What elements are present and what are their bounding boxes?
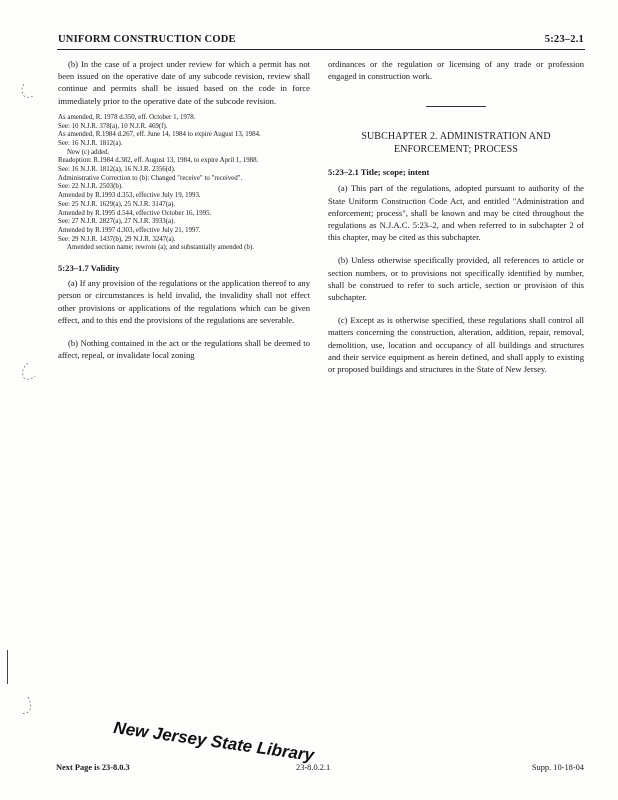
left-column [58,58,310,361]
footer-next-page: Next Page is 23-8.0.3 [56,763,130,772]
history-line: As amended, R. 1978 d.350, eff. October 1, 1978. [58,113,196,121]
history-line: See: 27 N.J.R. 2827(a), 27 N.J.R. 3933(a). [58,218,176,226]
history-line: As amended, R.1984 d.267, eff. June 14, 1984 to expire August 13, 1984. [58,131,261,139]
history-line: New (c) added. [67,148,110,156]
footer-supplement: Supp. 10-18-04 [531,763,584,772]
paragraph-scope-c: (c) Except as is otherwise specified, these regulations shall control all matters concerning the construction, alteration, addition, repair, removal, demolition, use, location and occupancy of all buildings and structures and their service equipment as herein defined, and shall apply to existing or proposed buildings and structures in the State of New Jersey. [328,315,584,375]
paragraph-scope-a: (a) This part of the regulations, adopted pursuant to authority of the State Uniform Construction Code Act, and entitled "Administration and enforcement; process", shall be known and may be cited throughout the regulations as N.J.A.C. 5:23–2, and when referred to in subchapter 2 of this chapter, may be cited as this subchapter. [328,183,584,243]
history-line: Amended section name; rewrote (a); and substantially amended (b). [67,244,254,252]
binder-hole-mark [18,362,38,382]
running-header-section: 5:23–2.1 [544,34,584,45]
section-heading-title-scope: 5:23–2.1 Title; scope; intent [328,167,430,178]
footer-page-number: 23-8.0.2.1 [296,763,331,772]
history-line: Amended by R.1997 d.303, effective July 21, 1997. [58,226,201,234]
subchapter-title-line-1: SUBCHAPTER 2. ADMINISTRATION AND [361,131,551,143]
history-line: See: 22 N.J.R. 2503(b). [58,183,123,191]
binder-hole-mark [18,80,38,100]
history-line: See: 16 N.J.R. 1812(a), 16 N.J.R. 2356(d). [58,166,176,174]
paragraph-continuation: ordinances or the regulation or licensing of any trade or profession engaged in construction work. [328,59,584,82]
library-stamp: New Jersey State Library [112,718,316,765]
scan-edge-mark [7,650,9,684]
history-line: See: 29 N.J.R. 1437(b), 29 N.J.R. 3247(a). [58,235,176,243]
paragraph-validity-a: (a) If any provision of the regulations or the application thereof to any person or circumstances is held invalid, the invalidity shall not effect other provisions or applications of the regulations which can be given effect, and to this end the provisions of the regulations are severable. [58,278,310,325]
history-line: Amended by R.1995 d.544, effective October 16, 1995. [58,209,212,217]
history-line: See: 25 N.J.R. 1629(a), 25 N.J.R. 3147(a). [58,200,176,208]
header-rule [57,49,585,50]
paragraph-scope-b: (b) Unless otherwise specifically provided, all references to article or section numbers, or to provisions not specifically identified by number, shall be construed to refer to such article, section or provision of this subchapter. [328,255,584,303]
binder-hole-mark [18,696,38,716]
section-heading-validity: 5:23–1.7 Validity [58,263,120,274]
paragraph-b-operative-date: (b) In the case of a project under review for which a permit has not been issued on the operative date of any subcode revision, review shall continue and permits shall be issued based on the code in force immediately prior to the operative date of the subcode revision. [58,59,310,106]
history-line: Amended by R.1993 d.353, effective July 19, 1993. [58,192,201,200]
history-line: See: 16 N.J.R. 1812(a). [58,139,123,147]
history-line: Administrative Correction to (b): Changed "receive" to "received". [58,174,243,182]
running-header-title: UNIFORM CONSTRUCTION CODE [58,34,236,45]
subchapter-title-line-2: ENFORCEMENT; PROCESS [394,143,518,155]
history-line: See: 10 N.J.R. 378(a), 10 N.J.R. 469(f). [58,122,168,130]
paragraph-validity-b: (b) Nothing contained in the act or the regulations shall be deemed to affect, repeal, or invalidate local zoning [58,338,310,361]
history-notes [58,114,310,253]
right-column [328,58,584,375]
history-line: Readoption: R.1984 d.382, eff. August 13, 1984, to expire April 1, 1988. [58,157,259,165]
